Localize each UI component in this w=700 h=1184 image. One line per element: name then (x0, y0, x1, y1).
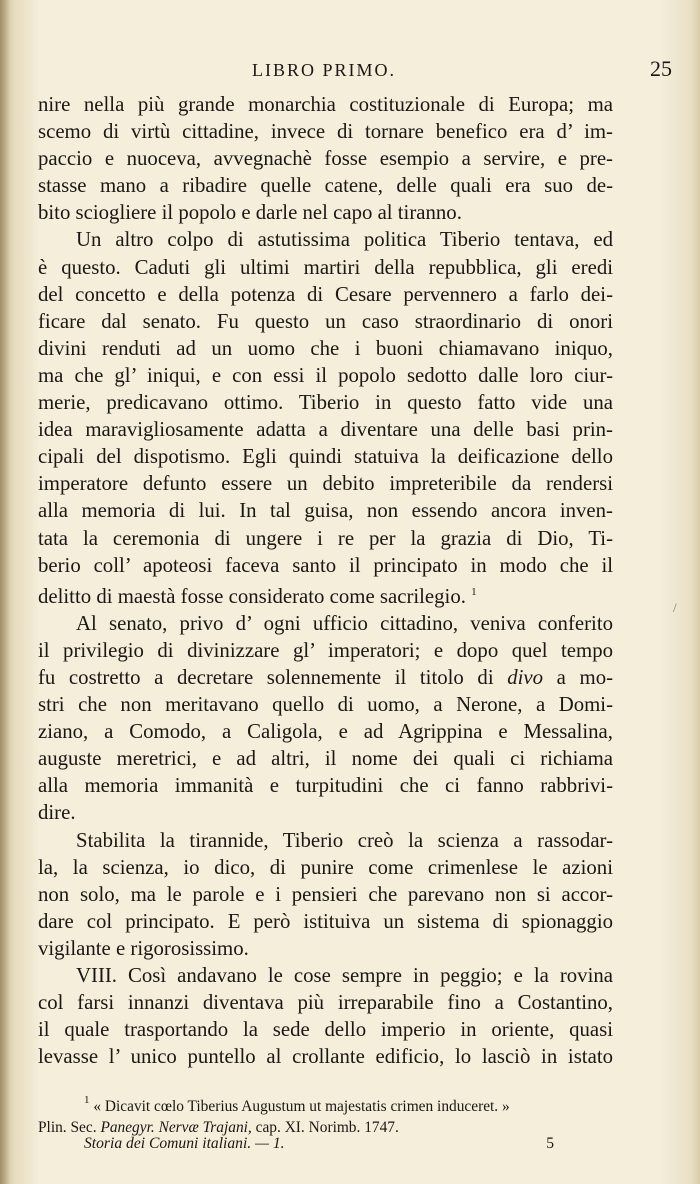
text-line: Stabilita la tirannide, Tiberio creò la scienza a rassodar- (76, 828, 613, 852)
paragraph-3 (38, 610, 613, 827)
text-line: dire. (38, 801, 76, 825)
text-line: VIII. Così andavano le cose sempre in peggio; e la rovina (76, 964, 613, 987)
text-line: stri che non meritavano quello di uomo, a Nerone, a Domi- (38, 693, 613, 717)
text-line: bito sciogliere il popolo e darle nel capo al tiranno. (38, 201, 462, 225)
footnote-quote: « Dicavit cœlo Tiberius Augustum ut majestatis crimen induceret. » (93, 1098, 510, 1115)
text-line: la, la scienza, io dico, di punire come crimenlese le azioni (38, 855, 613, 879)
text-line: del concetto e della potenza di Cesare pervennero a farlo dei- (38, 282, 613, 306)
footer-title: Storia dei Comuni italiani. — 1. (84, 1135, 285, 1152)
page-footer (84, 1135, 554, 1153)
page-header (38, 52, 672, 82)
text-line: Al senato, privo d’ ogni ufficio cittadino, veniva conferito (76, 611, 613, 635)
text-line: nire nella più grande monarchia costituzionale di Europa; ma (38, 93, 613, 116)
text-line: ziano, a Comodo, a Caligola, e ad Agrippina e Messalina, (38, 720, 613, 744)
footnote (38, 1090, 618, 1138)
paragraph-1 (38, 91, 613, 226)
footnote-marker: 1 (84, 1094, 90, 1106)
text-line: alla memoria di lui. In tal guisa, non essendo ancora inven- (38, 499, 613, 523)
text-line-content: fu costretto a decretare solennemente il titolo di (38, 665, 494, 689)
text-line: non solo, ma le parole e i pensieri che parevano non si accor- (38, 882, 613, 906)
text-line (38, 664, 613, 691)
running-title: LIBRO PRIMO. (251, 60, 396, 80)
footnote-reference[interactable]: 1 (471, 585, 477, 598)
italic-word: divo (507, 665, 544, 689)
text-line: scemo di virtù cittadine, invece di tornare benefico era d’ im- (38, 120, 613, 144)
footnote-source: Plin. Sec. (38, 1119, 97, 1136)
text-line-content: a mo- (556, 665, 614, 689)
text-line: tata la ceremonia di ungere i re per la grazia di Dio, Ti- (38, 526, 613, 550)
text-line: cipali del dispotismo. Egli quindi statuiva la deificazione dello (38, 445, 613, 469)
text-line-content: delitto di maestà fosse considerato come sacrilegio. (38, 584, 466, 608)
text-line (38, 579, 613, 610)
text-line: berio coll’ apoteosi faceva santo il principato in modo che il (38, 553, 613, 577)
text-line: dare col principato. E però istituiva un sistema di spionaggio (38, 909, 613, 933)
text-line: ma che gl’ iniqui, e con essi il popolo sedotto dalle loro ciur- (38, 363, 613, 387)
text-line: il privilegio di divinizzare gl’ imperatori; e dopo quel tempo (38, 638, 613, 662)
text-line: idea maravigliosamente adatta a diventare una delle basi prin- (38, 418, 613, 442)
footnote-line (38, 1090, 618, 1117)
text-line: Un altro colpo di astutissima politica Tiberio tentava, ed (76, 228, 613, 252)
body-text (38, 91, 613, 1070)
text-line: divini renduti ad un uomo che i buoni chiamavano iniquo, (38, 336, 613, 360)
signature-mark: 5 (546, 1135, 554, 1152)
text-line: col farsi innanzi diventava più irreparabile fino a Costantino, (38, 991, 613, 1015)
footnote-work-title: Panegyr. Nervæ Trajani, (100, 1119, 252, 1136)
text-line: levasse l’ unico puntello al crollante edificio, lo lasciò in istato (38, 1045, 613, 1069)
text-line: vigilante e rigorosissimo. (38, 936, 249, 960)
margin-mark: / (673, 600, 677, 615)
paragraph-5 (38, 962, 613, 1070)
text-line: imperatore defunto essere un debito impreteribile da rendersi (38, 472, 613, 496)
paragraph-2 (38, 226, 613, 609)
text-line: è questo. Caduti gli ultimi martiri della repubblica, gli eredi (38, 255, 613, 279)
paragraph-4 (38, 827, 613, 962)
footnote-citation: cap. XI. Norimb. 1747. (255, 1119, 399, 1136)
text-line: stasse mano a ribadire quelle catene, delle quali era suo de- (38, 174, 613, 198)
text-line: ficare dal senato. Fu questo un caso straordinario di onori (38, 309, 613, 333)
text-line: merie, predicavano ottimo. Tiberio in questo fatto vide una (38, 391, 613, 415)
text-line: auguste meretrici, e ad altri, il nome dei quali ci richiama (38, 747, 613, 771)
page-number: 25 (650, 56, 672, 81)
text-line: alla memoria immanità e turpitudini che ci fanno rabbrivi- (38, 774, 613, 798)
text-line: il quale trasportando la sede dello imperio in oriente, quasi (38, 1018, 613, 1042)
text-line: paccio e nuoceva, avvegnachè fosse esempio a servire, e pre- (38, 147, 613, 171)
